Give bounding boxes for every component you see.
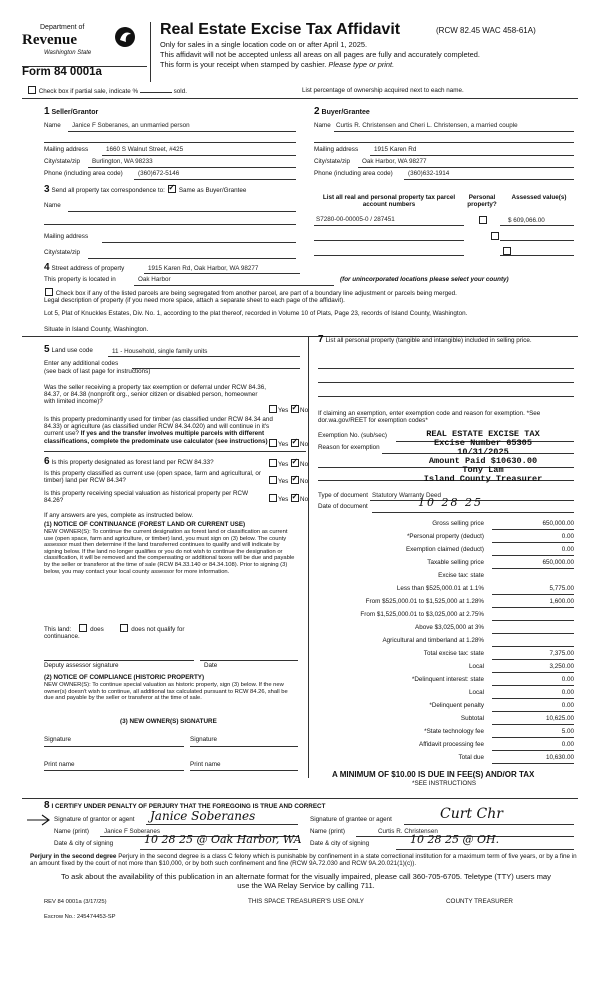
calc-row-label: *State technology fee — [424, 728, 484, 735]
calc-row-label: Local — [468, 663, 484, 670]
seller-phone-label: Phone (including area code) — [44, 170, 123, 177]
q-historic-no-checkbox[interactable] — [291, 494, 299, 502]
grantor-date-city-label: Date & city of signing — [54, 840, 114, 847]
dor-logo-line1: Department of — [40, 24, 85, 31]
grantor-sig-label: Signature of grantor or agent — [54, 816, 135, 823]
seller-name-label: Name — [44, 122, 61, 129]
land-use-code[interactable]: 11 - Household, single family units — [112, 348, 208, 355]
calc-row-label: *Personal property (deduct) — [406, 533, 484, 540]
calc-row-label: Total excise tax: state — [423, 650, 484, 657]
stamp-line5: Tony Lam — [462, 465, 504, 476]
seller-phone[interactable]: (360)672-5146 — [138, 170, 180, 177]
seller-heading: 1 Seller/Grantor — [44, 106, 99, 117]
q-current-use-no-checkbox[interactable] — [291, 476, 299, 484]
seller-city[interactable]: Burlington, WA 98233 — [92, 158, 153, 165]
deputy-date-label: Date — [204, 662, 218, 669]
subtitle-3: This form is your receipt when stamped by cashier. Please type or print. — [160, 60, 395, 69]
calc-row-label: From $525,000.01 to $1,525,000 at 1.28% — [365, 598, 484, 605]
q-historic-answer: Yes ✓ No — [268, 494, 308, 503]
buyer-phone[interactable]: (360)632-1914 — [408, 170, 450, 177]
q-forest-no-checkbox[interactable] — [291, 459, 299, 467]
personal-header: Personal property? — [467, 194, 497, 209]
buyer-name-label: Name — [314, 122, 331, 129]
legal-label: Legal description of property (if you need more space, attach a separate sheet to each page of the affidavit). — [44, 297, 345, 304]
q-forest-answer: Yes ✓ No — [268, 459, 308, 468]
grantor-print-name[interactable]: Janice F Soberanes — [104, 828, 161, 835]
partial-sale-row: Check box if partial sale, indicate % sold. — [27, 86, 187, 95]
q-timber-answer: Yes ✓ No — [268, 439, 308, 448]
new-owner-sig-heading: (3) NEW OWNER(S) SIGNATURE — [120, 718, 217, 725]
grantee-signature[interactable]: Curt Chr — [440, 806, 503, 822]
calc-row-value[interactable]: 7,375.00 — [549, 650, 574, 657]
calc-row-label: Affidavit processing fee — [419, 741, 484, 748]
calc-row-value[interactable]: 0.00 — [561, 741, 574, 748]
doc-date-label: Date of document — [318, 503, 368, 510]
calc-row-label: Above $3,025,000 at 3% — [415, 624, 484, 631]
buyer-phone-label: Phone (including area code) — [314, 170, 393, 177]
q-exemption-answer: Yes ✓ No — [268, 405, 308, 414]
grantor-date-city[interactable]: 10 28 25 @ Oak Harbor, WA — [144, 833, 302, 846]
form-number: Form 84 0001a — [22, 66, 102, 78]
calc-row-value[interactable]: 5.00 — [561, 728, 574, 735]
calc-row-label: Total due — [458, 754, 484, 761]
calc-row-value[interactable]: 5,775.00 — [549, 585, 574, 592]
historic-heading: (2) NOTICE OF COMPLIANCE (HISTORIC PROPERTY) — [44, 674, 205, 681]
escrow-number: Escrow No.: 245474453-SP — [44, 914, 116, 920]
land-does-not-checkbox[interactable] — [120, 624, 128, 632]
calc-row-label: Excise tax: state — [438, 572, 484, 579]
calc-row-value[interactable]: 650,000.00 — [542, 559, 574, 566]
q-current-use-answer: Yes ✓ No — [268, 476, 308, 485]
personal-property-checkbox-2[interactable] — [491, 232, 499, 240]
buyer-mail-label: Mailing address — [314, 146, 359, 153]
q-exemption: Was the seller receiving a property tax exemption or deferral under RCW 84.36, 84.37, or 84.38 (nonprofit org., senior citizen or disabled person, homeowner with limited income)? — [44, 384, 267, 406]
calc-row-value[interactable]: 0.00 — [561, 676, 574, 683]
calc-row-label: Local — [468, 689, 484, 696]
doc-date[interactable]: 10 28 25 — [418, 496, 483, 509]
buyer-city[interactable]: Oak Harbor, WA 98277 — [362, 158, 427, 165]
grantee-date-city-label: Date & city of signing — [310, 840, 370, 847]
calc-row-value[interactable]: 0.00 — [561, 689, 574, 696]
see-back-note: (see back of last page for instructions) — [44, 368, 151, 375]
calc-row-value[interactable]: 0.00 — [561, 546, 574, 553]
grantor-name-label: Name (print) — [54, 828, 89, 835]
section7-label: 7 List all personal property (tangible and intangible) included in selling price. — [318, 334, 532, 345]
located-in[interactable]: Oak Harbor — [138, 276, 171, 283]
dor-logo-line3: Washington State — [44, 50, 92, 56]
certify-statement: 8 I CERTIFY UNDER PENALTY OF PERJURY THAT THE FOREGOING IS TRUE AND CORRECT — [44, 800, 326, 811]
section5-label: 5 Land use code — [44, 344, 93, 355]
q-exemption-no-checkbox[interactable] — [291, 405, 299, 413]
stamp-line3: 10/31/2025 — [457, 447, 509, 458]
grantee-print-name[interactable]: Curtis R. Christensen — [378, 828, 438, 835]
q-timber: Is this property predominantly used for timber (as classified under RCW 84.34 and 84.33) or agriculture (as classified under RCW 84.34.020) and will continue in it's current use? If yes and the transfer involves multiple parcels with different classifications, complete the predominate use calculator (see instructions) — [44, 416, 273, 445]
property-address[interactable]: 1915 Karen Rd, Oak Harbor, WA 98277 — [148, 265, 259, 272]
personal-property-checkbox-3[interactable] — [503, 247, 511, 255]
accessibility-note: To ask about the availability of this publication in an alternate format for the visually impaired, please call 360-705-6705. Teletype (TTY) users may use the WA Relay Service by calling 711. — [61, 872, 551, 890]
calc-row-value[interactable]: 0.00 — [561, 702, 574, 709]
calc-row-label: Taxable selling price — [427, 559, 484, 566]
buyer-name[interactable]: Curtis R. Christensen and Cheri L. Christensen, a married couple — [336, 122, 518, 129]
county-treasurer-label: COUNTY TREASURER — [446, 898, 513, 905]
additional-codes-label: Enter any additional codes — [44, 360, 119, 367]
located-label: This property is located in — [44, 276, 116, 283]
this-land-row: This land: does does not qualify for — [44, 626, 185, 633]
see-instructions-note: *SEE INSTRUCTIONS — [412, 780, 477, 787]
q-timber-yes-checkbox[interactable] — [269, 439, 277, 447]
situate-text: Situate in Island County, Washington. — [44, 326, 149, 333]
section3-mail-label: Mailing address — [44, 233, 89, 240]
continuance-heading: (1) NOTICE OF CONTINUANCE (FOREST LAND OR CURRENT USE) — [44, 521, 246, 528]
seller-mail[interactable]: 1660 S Walnut Street, #425 — [106, 146, 184, 153]
assessed-header: Assessed value(s) — [511, 194, 567, 201]
section3-city-label: City/state/zip — [44, 249, 81, 256]
minimum-due-note: A MINIMUM OF $10.00 IS DUE IN FEE(S) AND/OR TAX — [332, 770, 535, 779]
calc-row-label: *Delinquent penalty — [429, 702, 484, 709]
doc-type-label: Type of document — [318, 492, 369, 499]
q-historic-yes-checkbox[interactable] — [269, 494, 277, 502]
subtitle-2: This affidavit will not be accepted unless all areas on all pages are fully and accurately completed. — [160, 50, 480, 59]
legal-description[interactable]: Lot 5, Plat of Knuckles Estates, Div. No. 1, according to the plat thereof, recorded in Volume 10 of Plats, Page 23, records of Island County, Washington. — [44, 310, 468, 317]
q-timber-no-checkbox[interactable] — [291, 439, 299, 447]
stamp-line2: Excise Number 65305 — [434, 438, 532, 449]
calc-row-value[interactable]: 0.00 — [561, 533, 574, 540]
new-owner-print-label-2: Print name — [190, 761, 221, 768]
land-does-checkbox[interactable] — [79, 624, 87, 632]
reason-label: Reason for exemption — [318, 444, 380, 451]
section3-name-label: Name — [44, 202, 61, 209]
treasurer-use-only: THIS SPACE TREASURER'S USE ONLY — [248, 898, 364, 905]
calc-row-value[interactable]: 650,000.00 — [542, 520, 574, 527]
form-title: Real Estate Excise Tax Affidavit — [160, 21, 401, 38]
section3-label: 3 Send all property tax correspondence to: ✓ Same as Buyer/Grantee — [44, 184, 246, 196]
if-yes-note: If any answers are yes, complete as instructed below. — [44, 512, 194, 519]
parcel-number[interactable]: S7280-00-00005-0 / 287451 — [316, 216, 395, 223]
buyer-mail[interactable]: 1915 Karen Rd — [374, 146, 417, 153]
stamp-line1: REAL ESTATE EXCISE TAX — [426, 429, 540, 439]
exemption-no-label: Exemption No. (sub/sec) — [318, 432, 387, 439]
q-current-use-yes-checkbox[interactable] — [269, 476, 277, 484]
buyer-city-label: City/state/zip — [314, 158, 351, 165]
calc-row-value[interactable]: 10,625.00 — [545, 715, 574, 722]
calc-row-value[interactable]: 10,630.00 — [545, 754, 574, 761]
stamp-line6: Island County Treasurer — [423, 474, 543, 485]
segregated-row: Check box if any of the listed parcels are being segregated from another parcel, are part of a boundary line adjustment or parcels being merged. — [44, 288, 457, 297]
same-as-buyer-checkbox[interactable] — [168, 185, 176, 193]
deputy-assessor-label: Deputy assessor signature — [44, 662, 119, 669]
calc-row-label: Exemption claimed (deduct) — [405, 546, 484, 553]
revision-code: REV 84 0001a (3/17/25) — [44, 899, 107, 905]
seller-name[interactable]: Janice F Soberanes, an unmarried person — [72, 122, 190, 129]
q-exemption-yes-checkbox[interactable] — [269, 405, 277, 413]
stamp-line4: Amount Paid $10630.00 — [428, 456, 538, 467]
new-owner-print-label-1: Print name — [44, 761, 75, 768]
grantee-date-city[interactable]: 10 28 25 @ OH. — [410, 833, 500, 846]
grantor-signature[interactable]: Janice Soberanes — [150, 809, 256, 823]
partial-sale-checkbox[interactable] — [28, 86, 36, 94]
q-forest: 6 Is this property designated as forest land per RCW 84.33? — [44, 456, 214, 467]
wa-seal-icon — [114, 26, 136, 48]
q-current-use: Is this property classified as current use (open space, farm and agricultural, or timber) land per RCW 84.34? — [44, 470, 261, 485]
calc-row-label: Agricultural and timberland at 1.28% — [382, 637, 484, 644]
arrow-pointer-icon — [26, 813, 52, 827]
treasurer-stamp — [398, 430, 568, 484]
unincorporated-note: (for unincorporated locations please select your county) — [340, 276, 509, 283]
segregated-checkbox[interactable] — [45, 288, 53, 296]
continuance-word: continuance. — [44, 633, 80, 640]
perjury-notice: Perjury in the second degree Perjury in the second degree is a class C felony which is punishable by confinement in a state correctional institution for a maximum term of five years, or by a fine in an amount fixed by the court of not more than $10,000, or by both such confinement and fine (RCW 9A.72.030 and RCW 9A.20.021(1)(c)). — [30, 853, 577, 868]
grantee-name-label: Name (print) — [310, 828, 345, 835]
percentage-note: List percentage of ownership acquired next to each name. — [302, 87, 464, 94]
form-statute: (RCW 82.45 WAC 458-61A) — [436, 26, 536, 35]
buyer-heading: 2 Buyer/Grantee — [314, 106, 370, 117]
q-forest-yes-checkbox[interactable] — [269, 459, 277, 467]
section4-label: 4 Street address of property — [44, 262, 125, 273]
dor-logo — [22, 24, 140, 66]
calc-row-label: Subtotal — [460, 715, 484, 722]
q-historic: Is this property receiving special valuation as historical property per RCW 84.26? — [44, 490, 249, 505]
assessed-value[interactable]: $ 609,066.00 — [508, 217, 545, 224]
doc-type[interactable]: Statutory Warranty Deed — [372, 492, 442, 499]
seller-mail-label: Mailing address — [44, 146, 89, 153]
personal-property-checkbox-1[interactable] — [479, 216, 487, 224]
new-owner-signature-label-2: Signature — [190, 736, 217, 743]
calc-row-label: Gross selling price — [432, 520, 484, 527]
dor-logo-line2: Revenue — [22, 32, 77, 48]
calc-row-value[interactable]: 1,600.00 — [549, 598, 574, 605]
subtitle-1: Only for sales in a single location code on or after April 1, 2025. — [160, 40, 368, 49]
exemption-instructions: If claiming an exemption, enter exemption code and reason for exemption. *See dor.wa.gov/REET for exemption codes* — [318, 410, 541, 425]
calc-row-value[interactable]: 3,250.00 — [549, 663, 574, 670]
continuance-text: NEW OWNER(S): To continue the current designation as forest land or classification as current use (open space, farm and agriculture, or timber) land, you must sign on (3) below. The county assessor must then determine if the land transferred continues to qualify and will indicate by signing below. If the land no longer qualifies or you do not wish to continue the designation or classification, it will be removed and the compensating or additional taxes will be due and payable by the seller or transferor at the time of sale (RCW 84.33.140 or 84.34.108). Prior to signing (3) below, you may contact your local county assessor for more information. — [44, 529, 295, 575]
calc-row-label: *Delinquent interest: state — [411, 676, 484, 683]
calc-row-label: Less than $525,000.01 at 1.1% — [396, 585, 484, 592]
new-owner-signature-label-1: Signature — [44, 736, 71, 743]
parcel-header: List all real and personal property tax parcel account numbers — [322, 194, 456, 209]
grantee-sig-label: Signature of grantee or agent — [310, 816, 392, 823]
calc-row-label: From $1,525,000.01 to $3,025,000 at 2.75% — [360, 611, 484, 618]
historic-text: NEW OWNER(S): To continue special valuation as historic property, sign (3) below. If the new owner(s) doesn't wish to continue, all additional tax calculated pursuant to RCW 84.26, shall be due and payable by the seller or transferor at the time of sale. — [44, 682, 288, 702]
seller-city-label: City/state/zip — [44, 158, 81, 165]
